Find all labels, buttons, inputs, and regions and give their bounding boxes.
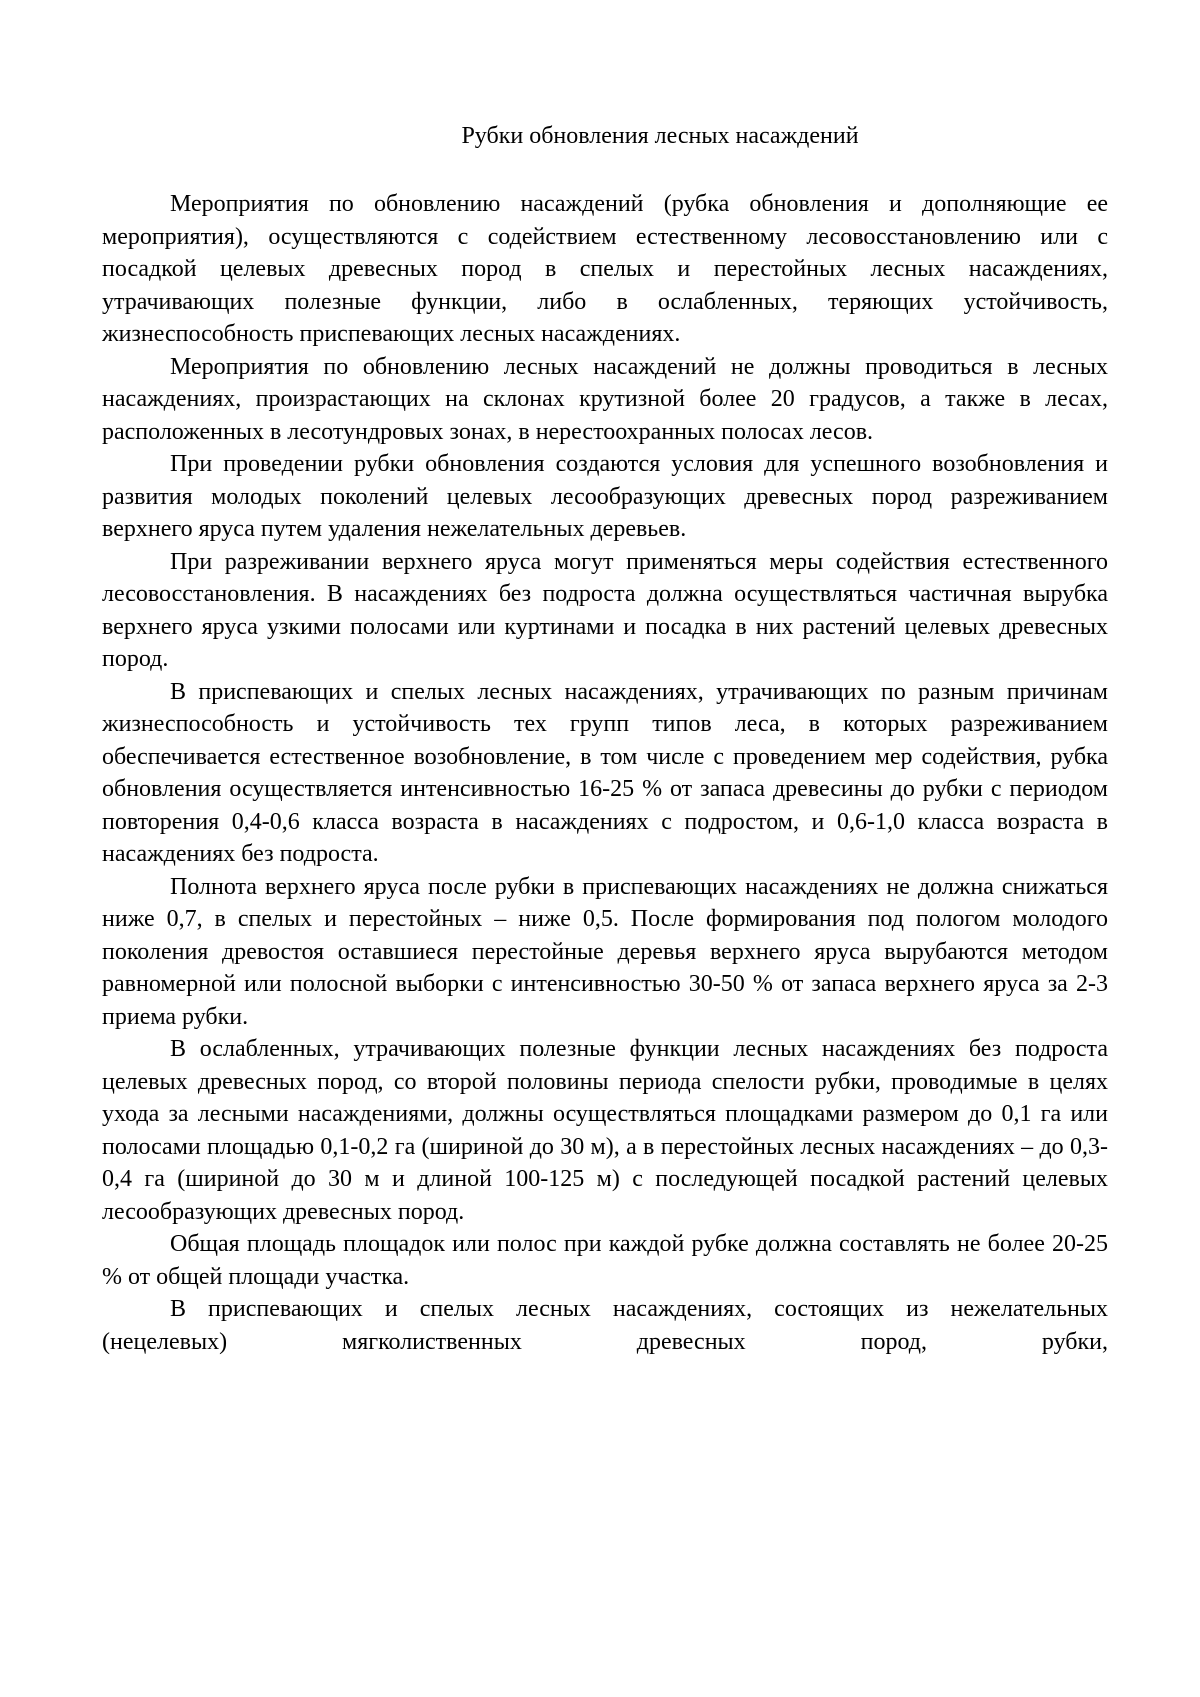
paragraph: При проведении рубки обновления создаются условия для успешного возобновления и развития молодых поколений целевых лесообразующих древесных пород разреживанием верхнего яруса путем удаления нежелательных деревьев.	[102, 451, 1108, 542]
paragraph: В приспевающих и спелых лесных насаждениях, состоящих из нежелательных (нецелевых) мягколиственных древесных пород, рубки,	[102, 1296, 1108, 1355]
document-title: Рубки обновления лесных насаждений	[461, 123, 859, 149]
paragraph: Мероприятия по обновлению лесных насаждений не должны проводиться в лесных насаждениях, произрастающих на склонах крутизной более 20 градусов, а также в лесах, расположенных в лесотундровых зонах, в нерестоохранных полосах лесов.	[102, 353, 1108, 445]
paragraph: В приспевающих и спелых лесных насаждениях, утрачивающих по разным причинам жизнеспособность и устойчивость тех групп типов леса, в которых разреживанием обеспечивается естественное возобновление, в том числе с проведением мер содействия, рубка обновления осуществляется интенсивностью 16-25 % от запаса древесины до рубки с периодом повторения 0,4-0,6 класса возраста в насаждениях с подростом, и 0,6-1,0 класса возраста в насаждениях без подроста.	[102, 678, 1108, 867]
paragraph: При разреживании верхнего яруса могут применяться меры содействия естественного лесовосстановления. В насаждениях без подроста должна осуществляться частичная вырубка верхнего яруса узкими полосами или куртинами и посадка в них растений целевых древесных пород.	[102, 548, 1108, 672]
document-body	[102, 188, 1108, 1358]
paragraph: Полнота верхнего яруса после рубки в приспевающих насаждениях не должна снижаться ниже 0,7, в спелых и перестойных – ниже 0,5. После формирования под пологом молодого поколения древостоя оставшиеся перестойные деревья верхнего яруса вырубаются методом равномерной или полосной выборки с интенсивностью 30-50 % от запаса верхнего яруса за 2-3 приема рубки.	[102, 873, 1108, 1030]
paragraph: Мероприятия по обновлению насаждений (рубка обновления и дополняющие ее мероприятия), осуществляются с содействием естественному лесовосстановлению или с посадкой целевых древесных пород в спелых и перестойных лесных насаждениях, утрачивающих полезные функции, либо в ослабленных, теряющих устойчивость, жизнеспособность приспевающих лесных насаждениях.	[102, 191, 1108, 347]
paragraph: Общая площадь площадок или полос при каждой рубке должна составлять не более 20-25 % от общей площади участка.	[102, 1231, 1108, 1290]
paragraph: В ослабленных, утрачивающих полезные функции лесных насаждениях без подроста целевых древесных пород, со второй половины периода спелости рубки, проводимые в целях ухода за лесными насаждениями, должны осуществляться площадками размером до 0,1 га или полосами площадью 0,1-0,2 га (шириной до 30 м), а в перестойных лесных насаждениях – до 0,3-0,4 га (шириной до 30 м и длиной 100-125 м) с последующей посадкой растений целевых лесообразующих древесных пород.	[102, 1036, 1108, 1225]
